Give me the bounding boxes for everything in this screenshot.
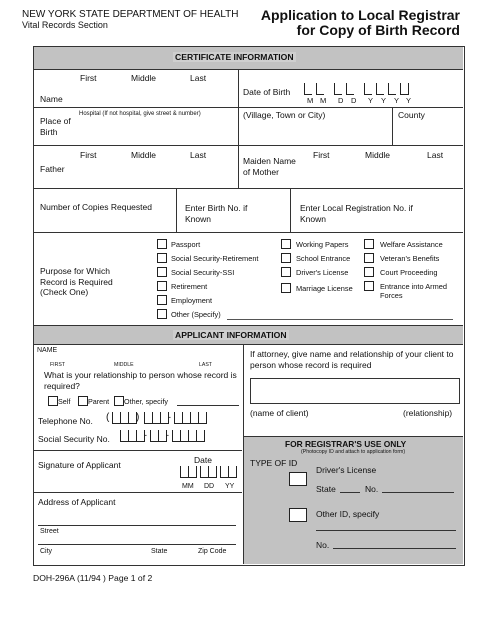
name-middle-label: Middle [131, 73, 157, 83]
registrar-no-label: No. [365, 484, 379, 494]
ssn-digit-boxes[interactable]: - - [120, 430, 230, 444]
purpose-veterans: Veteran's Benefits [380, 254, 440, 263]
parent-label: Parent [88, 397, 110, 406]
registrar-state-line[interactable] [340, 492, 360, 493]
father-label: Father [40, 164, 65, 174]
telephone-digit-boxes[interactable]: ( ) - [106, 412, 231, 426]
state-label: State [151, 548, 168, 555]
name-of-client-label: (name of client) [250, 408, 309, 418]
purpose-retirement: Retirement [171, 282, 208, 291]
hospital-field[interactable] [80, 120, 235, 142]
welfare-checkbox[interactable] [364, 239, 374, 249]
registrar-drivers-license: Driver's License [316, 465, 377, 475]
purpose-ss-retirement: Social Security-Retirement [171, 254, 259, 263]
purpose-passport: Passport [171, 240, 201, 249]
type-of-id-label: TYPE OF ID [250, 458, 298, 468]
court-checkbox[interactable] [364, 267, 374, 277]
applicant-first-label: FIRST [50, 362, 65, 368]
armed-forces-checkbox[interactable] [364, 281, 374, 291]
working-papers-checkbox[interactable] [281, 239, 291, 249]
relationship-label: (relationship) [403, 408, 453, 418]
dob-format-y3: Y [394, 96, 400, 105]
self-checkbox[interactable] [48, 396, 58, 406]
other-specify-line[interactable] [227, 319, 453, 320]
applicant-name-label: NAME [37, 347, 58, 354]
telephone-label: Telephone No. [38, 416, 93, 426]
attorney-text: If attorney, give name and relationship of your client to person whose record is required [250, 349, 454, 370]
purpose-marriage-license: Marriage License [296, 284, 353, 293]
registrar-note: (Photocopy ID and attach to application form) [301, 449, 406, 455]
father-middle-label: Middle [131, 150, 157, 160]
registrar-no2-label: No. [316, 540, 330, 550]
other-relationship-checkbox[interactable] [114, 396, 124, 406]
local-reg-label: Enter Local Registration No. if Known [300, 203, 413, 224]
registrar-dl-no-line[interactable] [382, 492, 454, 493]
mother-middle-label: Middle [365, 150, 391, 160]
form-footer: DOH-296A (11/94 ) Page 1 of 2 [33, 573, 153, 583]
dob-format-y2: Y [381, 96, 387, 105]
date-format-yy: YY [225, 483, 235, 490]
street-line[interactable] [38, 525, 236, 526]
mother-first-label: First [313, 150, 330, 160]
mother-last-label: Last [427, 150, 444, 160]
address-label: Address of Applicant [38, 497, 116, 507]
dob-format-m1: M [307, 96, 314, 105]
veterans-checkbox[interactable] [364, 253, 374, 263]
purpose-ss-ssi: Social Security-SSI [171, 268, 235, 277]
village-label: (Village, Town or City) [243, 110, 326, 120]
registrar-state-label: State [316, 484, 336, 494]
signature-field[interactable] [38, 472, 168, 486]
hospital-label: Hospital (If not hospital, give street & number) [79, 111, 201, 117]
street-label: Street [40, 528, 59, 535]
date-label: Date [194, 455, 212, 465]
place-of-birth-label: Place of Birth [40, 116, 71, 137]
other-id-checkbox[interactable] [289, 508, 307, 522]
dob-format-d1: D [338, 96, 344, 105]
zip-label: Zip Code [198, 548, 227, 555]
certificate-band-title: CERTIFICATE INFORMATION [175, 52, 294, 62]
dob-format-m2: M [320, 96, 327, 105]
county-field[interactable] [396, 121, 460, 141]
village-field[interactable] [242, 121, 390, 141]
city-label: City [40, 548, 53, 555]
ss-ssi-checkbox[interactable] [157, 267, 167, 277]
section-name: Vital Records Section [22, 20, 108, 30]
father-first-label: First [80, 150, 97, 160]
dob-label: Date of Birth [243, 87, 291, 97]
drivers-license-id-checkbox[interactable] [289, 472, 307, 486]
ss-retirement-checkbox[interactable] [157, 253, 167, 263]
county-label: County [398, 110, 425, 120]
ssn-label: Social Security No. [38, 434, 110, 444]
purpose-other: Other (Specify) [171, 310, 221, 319]
department-name: NEW YORK STATE DEPARTMENT OF HEALTH [22, 9, 239, 20]
copies-label: Number of Copies Requested [40, 202, 152, 212]
dob-digit-boxes[interactable] [304, 83, 424, 95]
self-label: Self [58, 397, 71, 406]
school-entrance-checkbox[interactable] [281, 253, 291, 263]
signature-label: Signature of Applicant [38, 460, 121, 470]
client-info-box[interactable] [250, 378, 460, 404]
passport-checkbox[interactable] [157, 239, 167, 249]
dob-format-y1: Y [368, 96, 374, 105]
purpose-armed-forces: Entrance into Armed Forces [380, 282, 447, 300]
dob-format-y4: Y [406, 96, 412, 105]
purpose-working-papers: Working Papers [296, 240, 349, 249]
marriage-license-checkbox[interactable] [281, 283, 291, 293]
registrar-use-panel [244, 437, 463, 564]
date-format-dd: DD [204, 483, 215, 490]
purpose-employment: Employment [171, 296, 213, 305]
dob-format-d2: D [351, 96, 357, 105]
other-relationship-label: Other, specify [124, 397, 168, 406]
other-checkbox[interactable] [157, 309, 167, 319]
parent-checkbox[interactable] [78, 396, 88, 406]
other-relationship-line[interactable] [177, 405, 239, 406]
registrar-other-id-line[interactable] [316, 530, 456, 531]
applicant-middle-label: MIDDLE [114, 362, 134, 368]
purpose-drivers-license: Driver's License [296, 268, 349, 277]
purpose-court: Court Proceeding [380, 268, 438, 277]
father-name-field[interactable] [80, 160, 235, 182]
signature-date-boxes[interactable] [180, 466, 240, 479]
name-first-label: First [80, 73, 97, 83]
purpose-welfare: Welfare Assistance [380, 240, 443, 249]
registrar-other-id: Other ID, specify [316, 509, 380, 519]
name-last-label: Last [190, 73, 207, 83]
child-name-field[interactable] [38, 83, 233, 103]
purpose-school-entrance: School Entrance [296, 254, 351, 263]
purpose-label: Purpose for Which Record is Required (Check One) [40, 266, 113, 297]
city-state-zip-line[interactable] [38, 544, 236, 545]
form-title-line1: Application to Local Registrar [260, 7, 460, 23]
applicant-band-title: APPLICANT INFORMATION [175, 330, 287, 340]
mother-name-field[interactable] [310, 162, 460, 184]
name-label: Name [40, 94, 63, 104]
copies-field[interactable] [40, 214, 170, 228]
retirement-checkbox[interactable] [157, 281, 167, 291]
maiden-name-label: Maiden Name of Mother [243, 156, 296, 177]
relationship-question: What is your relationship to person whose record is required? [44, 370, 237, 391]
form-title-line2: for Copy of Birth Record [296, 22, 460, 38]
employment-checkbox[interactable] [157, 295, 167, 305]
applicant-last-label: LAST [199, 362, 212, 368]
registrar-title: FOR REGISTRAR'S USE ONLY [285, 439, 407, 449]
father-last-label: Last [190, 150, 207, 160]
birth-no-label: Enter Birth No. if Known [185, 203, 248, 224]
drivers-license-checkbox[interactable] [281, 267, 291, 277]
date-format-mm: MM [182, 483, 194, 490]
registrar-other-no-line[interactable] [333, 548, 456, 549]
